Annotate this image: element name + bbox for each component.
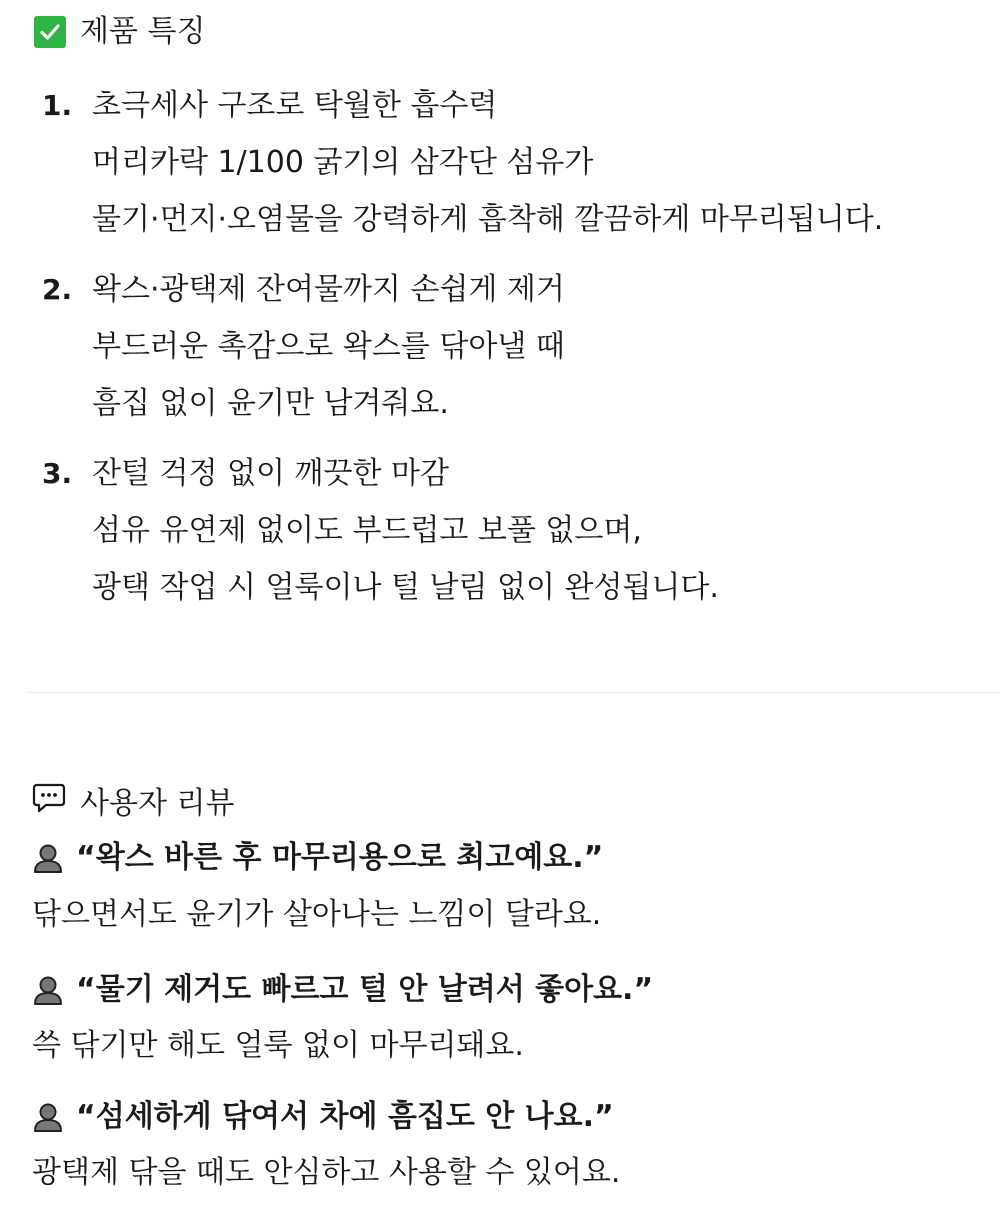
review-comment: 닦으면서도 윤기가 살아나는 느낌이 달라요.	[32, 897, 602, 932]
feature-number: 2.	[42, 273, 73, 306]
feature-description-line: 머리카락 1/100 굵기의 삼각단 섬유가	[92, 145, 594, 180]
review-quote-text: “물기 제거도 빠르고 털 안 날려서 좋아요.”	[76, 972, 654, 1007]
features-heading-text: 제품 특징	[80, 14, 206, 49]
check-mark-button-icon	[34, 16, 66, 48]
feature-description-line: 부드러운 촉감으로 왁스를 닦아낼 때	[92, 329, 565, 364]
person-silhouette-icon	[32, 842, 64, 874]
feature-title: 잔털 걱정 없이 깨끗한 마감	[92, 456, 449, 491]
feature-description-line: 물기·먼지·오염물을 강력하게 흡착해 깔끔하게 마무리됩니다.	[92, 202, 884, 237]
review-comment: 광택제 닦을 때도 안심하고 사용할 수 있어요.	[32, 1155, 621, 1190]
feature-description-line: 흠집 없이 윤기만 남겨줘요.	[92, 386, 449, 421]
review-quote-text: “왁스 바른 후 마무리용으로 최고예요.”	[76, 840, 604, 875]
features-heading	[34, 12, 205, 52]
feature-number: 3.	[42, 457, 73, 490]
review-quote	[32, 1097, 614, 1137]
feature-description-line: 광택 작업 시 얼룩이나 털 날림 없이 완성됩니다.	[92, 570, 719, 605]
review-quote	[32, 970, 653, 1010]
review-comment: 쓱 닦기만 해도 얼룩 없이 마무리돼요.	[32, 1028, 524, 1063]
feature-description-line: 섬유 유연제 없이도 부드럽고 보풀 없으며,	[92, 513, 642, 548]
feature-number: 1.	[42, 89, 73, 122]
review-quote-text: “섬세하게 닦여서 차에 흠집도 안 나요.”	[76, 1099, 614, 1134]
feature-title: 초극세사 구조로 탁월한 흡수력	[92, 88, 498, 123]
feature-title: 왁스·광택제 잔여물까지 손쉽게 제거	[92, 272, 565, 307]
reviews-heading	[32, 782, 234, 825]
review-quote	[32, 838, 603, 878]
speech-bubble-icon	[32, 782, 66, 825]
section-divider	[28, 692, 1000, 693]
reviews-heading-text: 사용자 리뷰	[80, 785, 235, 821]
person-silhouette-icon	[32, 1101, 64, 1133]
person-silhouette-icon	[32, 974, 64, 1006]
